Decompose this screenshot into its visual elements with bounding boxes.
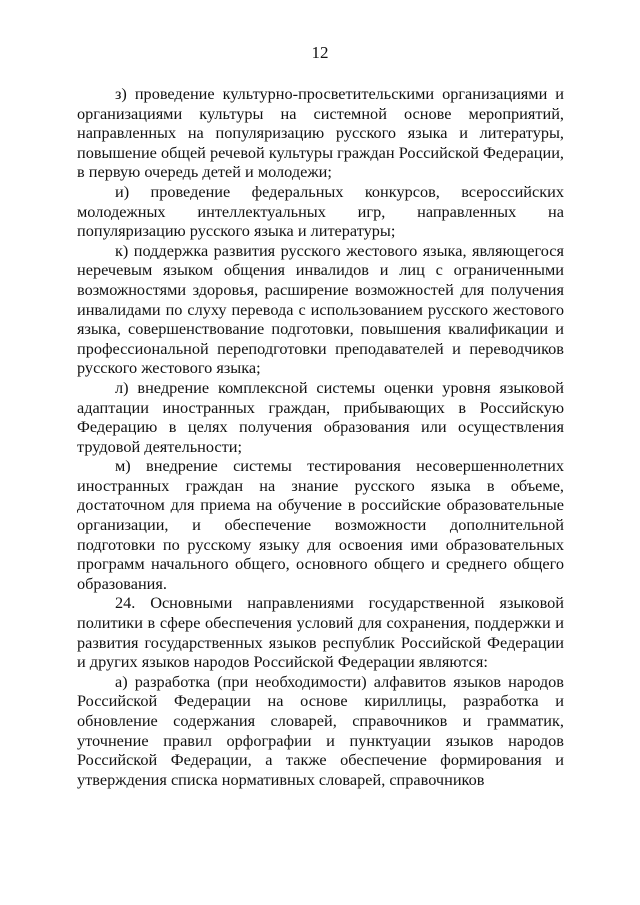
paragraph-k: к) поддержка развития русского жестового языка, являющегося неречевым языком общения инвалидов и лиц с ограниченными возможностями здоровья, расширение возможностей для получения инвалидами по слуху перевода с использованием русского жестового языка, совершенствование подготовки, повышения квалификации и профессиональной переподготовки преподавателей и переводчиков русского жестового языка; — [77, 240, 564, 378]
page-number: 12 — [311, 43, 329, 62]
paragraph-l: л) внедрение комплексной системы оценки уровня языковой адаптации иностранных граждан, прибывающих в Российскую Федерацию в целях получения образования или осуществления трудовой деятельности; — [77, 377, 564, 456]
paragraph-z: з) проведение культурно-просветительскими организациями и организациями культуры на системной основе мероприятий, направленных на популяризацию русского языка и литературы, повышение общей речевой культуры граждан Российской Федерации, в первую очередь детей и молодежи; — [77, 84, 564, 182]
paragraph-a: а) разработка (при необходимости) алфавитов языков народов Российской Федерации на основе кириллицы, разработка и обновление содержания словарей, справочников и грамматик, уточнение правил орфографии и пунктуации языков народов Российской Федерации, а также обеспечение формирования и утверждения списка нормативных словарей, справочников — [77, 671, 564, 789]
paragraph-m: м) внедрение системы тестирования несовершеннолетних иностранных граждан на знание русского языка в объеме, достаточном для приема на обучение в российские образовательные организации, и обеспечение возможности дополнительной подготовки по русскому языку для освоения ими образовательных программ начального общего, основного общего и среднего общего образования. — [77, 456, 564, 593]
document-body — [77, 84, 564, 789]
paragraph-24: 24. Основными направлениями государственной языковой политики в сфере обеспечения условий для сохранения, поддержки и развития государственных языков республик Российской Федерации и других языков народов Российской Федерации являются: — [77, 593, 564, 672]
paragraph-i: и) проведение федеральных конкурсов, всероссийских молодежных интеллектуальных игр, направленных на популяризацию русского языка и литературы; — [77, 181, 564, 241]
